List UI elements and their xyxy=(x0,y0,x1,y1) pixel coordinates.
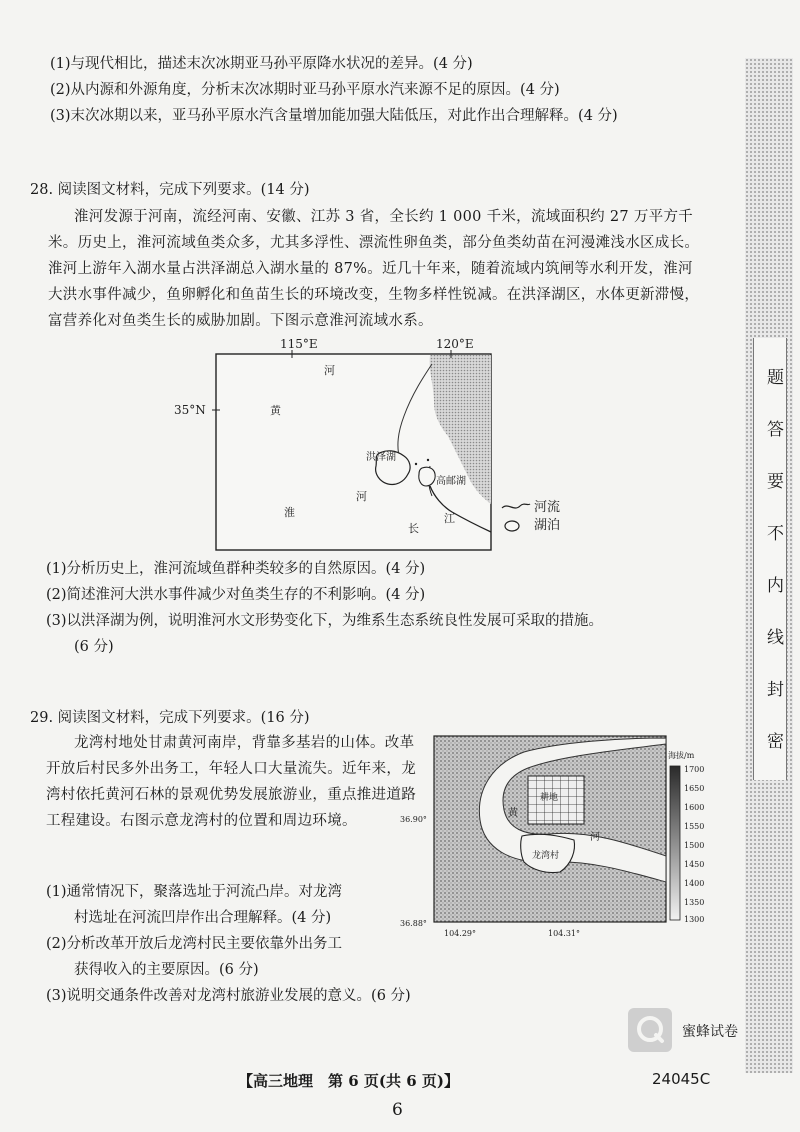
q29-sub2-line2: 获得收入的主要原因。(6 分) xyxy=(74,962,259,978)
lon-label-1: 104.29° xyxy=(444,929,476,938)
lat-label-35: 35°N xyxy=(174,403,206,417)
q28-sub2: (2)简述淮河大洪水事件减少对鱼类生存的不利影响。(4 分) xyxy=(46,587,426,603)
river-char-huang-29: 黄 xyxy=(508,808,518,819)
elevation-scale-ticks xyxy=(684,765,704,924)
yangtze-char-1: 长 xyxy=(408,522,419,535)
q28-sub1: (1)分析历史上，淮河流域鱼群种类较多的自然原因。(4 分) xyxy=(46,561,426,577)
legend-river-label: 河流 xyxy=(534,500,561,515)
footer-code: 24045C xyxy=(652,1070,711,1088)
watermark-q-icon xyxy=(628,1008,672,1052)
elevation-tick: 1300 xyxy=(684,915,705,924)
q29-sub2-line1: (2)分析改革开放后龙湾村民主要依靠外出务工 xyxy=(46,936,343,952)
watermark-text: 蜜蜂试卷 xyxy=(682,1024,738,1040)
footer-title: 【高三地理 第 6 页(共 6 页)】 xyxy=(238,1072,459,1090)
hongze-lake-label: 洪泽湖 xyxy=(366,452,396,463)
lat-label-bottom: 36.88° xyxy=(400,919,427,928)
sealing-char: 密 xyxy=(763,732,783,749)
elevation-tick: 1650 xyxy=(684,784,705,793)
river-char-huang: 黄 xyxy=(270,404,281,417)
q28-paragraph: 淮河发源于河南，流经河南、安徽、江苏 3 省，全长约 1 000 千米，流域面积约 27 万平方千米。历史上，淮河流域鱼类众多，尤其多浮性、漂流性卵鱼类，部分鱼类幼苗在河漫滩浅水区成长。淮河上游年入湖水量占洪泽湖总入湖水量的 87%。近几十年来，随着流域内筑闸等水利开发，淮河大洪水事件减少，鱼卵孵化和鱼苗生长的环境改变，生物多样性锐减。在洪泽湖区，水体更新滞慢，富营养化对鱼类生长的威胁加剧。下图示意淮河流域水系。 xyxy=(48,209,700,329)
sealing-char: 封 xyxy=(763,680,783,697)
longwan-village-map xyxy=(400,732,722,944)
lon-label-2: 104.31° xyxy=(548,929,580,938)
legend-river-symbol xyxy=(502,504,530,508)
elevation-tick: 1450 xyxy=(684,860,705,869)
elevation-tick: 1600 xyxy=(684,803,705,812)
sealing-char: 题 xyxy=(763,368,783,385)
sealing-char: 内 xyxy=(763,576,783,593)
q28-sub3-line1: (3)以洪泽湖为例，说明淮河水文形势变化下，为维系生态系统良性发展可采取的措施。 xyxy=(46,613,604,629)
yangtze-char-2: 江 xyxy=(444,512,455,525)
elevation-tick: 1400 xyxy=(684,879,705,888)
sealing-char: 线 xyxy=(763,628,783,645)
elevation-scale-title: 海拔/m xyxy=(668,751,695,760)
lon-label-120: 120°E xyxy=(436,337,474,351)
river-char-he-29: 河 xyxy=(590,832,600,843)
elevation-tick: 1350 xyxy=(684,898,705,907)
huai-river-map xyxy=(172,336,537,558)
river-char-he: 河 xyxy=(324,364,335,377)
sealing-line-panel xyxy=(753,338,787,780)
q27-sub2: (2)从内源和外源角度，分析末次冰期时亚马孙平原水汽来源不足的原因。(4 分) xyxy=(50,82,560,98)
watermark-logo-icon xyxy=(628,1008,672,1052)
q29-sub3: (3)说明交通条件改善对龙湾村旅游业发展的意义。(6 分) xyxy=(46,988,411,1004)
elevation-tick: 1500 xyxy=(684,841,705,850)
lat-label-top: 36.90° xyxy=(400,815,427,824)
village-label: 龙湾村 xyxy=(532,851,560,861)
q29-sub1-line1: (1)通常情况下，聚落选址于河流凸岸。对龙湾 xyxy=(46,884,343,900)
longwan-map-svg xyxy=(400,732,722,944)
elevation-tick: 1700 xyxy=(684,765,705,774)
page-number: 6 xyxy=(392,1100,403,1120)
huai-char-2: 河 xyxy=(356,490,367,503)
sealing-char: 不 xyxy=(763,524,783,541)
q28-header: 28. 阅读图文材料，完成下列要求。(14 分) xyxy=(30,182,310,198)
legend-lake-symbol xyxy=(505,521,519,531)
sealing-char: 答 xyxy=(763,420,783,437)
map-dot xyxy=(415,463,417,465)
q27-sub3: (3)末次冰期以来，亚马孙平原水汽含量增加能加强大陆低压，对此作出合理解释。(4 分) xyxy=(50,108,618,124)
gaoyou-lake xyxy=(419,467,435,486)
gaoyou-lake-label: 高邮湖 xyxy=(436,476,466,487)
map-frame xyxy=(434,736,666,922)
q29-sub1-line2: 村选址在河流凹岸作出合理解释。(4 分) xyxy=(74,910,332,926)
sealing-char: 要 xyxy=(763,472,783,489)
q29-paragraph: 龙湾村地处甘肃黄河南岸，背靠多基岩的山体。改革开放后村民多外出务工，年轻人口大量流失。近年来，龙湾村依托黄河石林的景观优势发展旅游业，重点推进道路工程建设。右图示意龙湾村的位置和周边环境。 xyxy=(46,735,416,829)
q29-header: 29. 阅读图文材料，完成下列要求。(16 分) xyxy=(30,710,310,726)
farmland-label: 耕地 xyxy=(540,793,559,803)
q28-sub3-line2: (6 分) xyxy=(74,639,114,655)
huai-char-1: 淮 xyxy=(284,506,295,519)
lon-label-115: 115°E xyxy=(280,337,318,351)
legend-lake-label: 湖泊 xyxy=(534,518,561,533)
elevation-scale-bar xyxy=(670,766,680,920)
huai-river-map-svg xyxy=(172,336,537,558)
elevation-tick: 1550 xyxy=(684,822,705,831)
map-dot xyxy=(427,459,429,461)
q27-sub1: (1)与现代相比，描述末次冰期亚马孙平原降水状况的差异。(4 分) xyxy=(50,56,473,72)
